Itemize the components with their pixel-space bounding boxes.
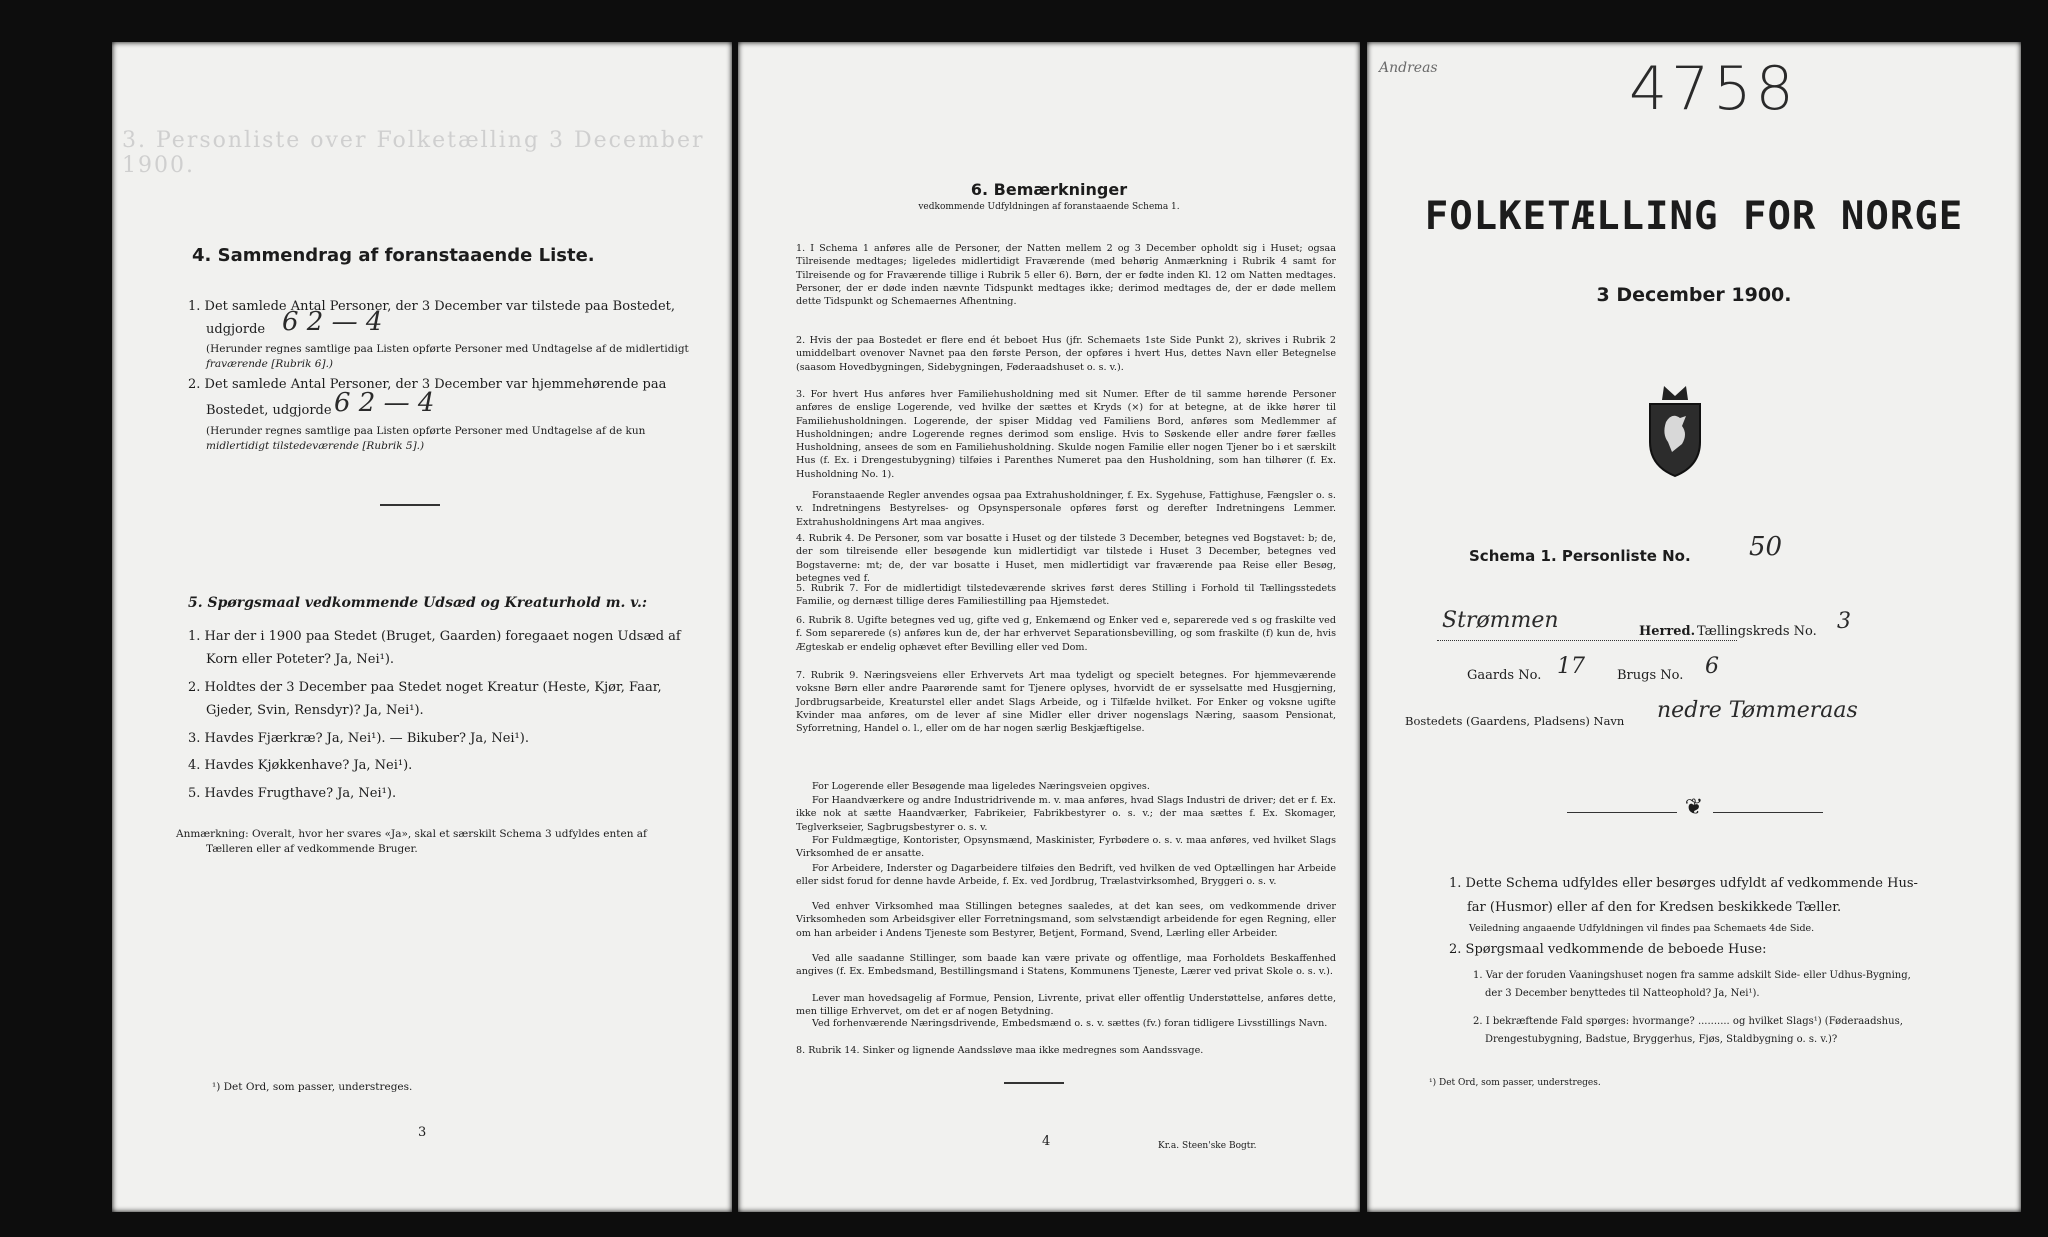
ornament-line-right — [1713, 812, 1823, 813]
bosted-value: nedre Tømmeraas — [1657, 698, 1858, 723]
archive-number: 4758 — [1629, 54, 1798, 124]
note2-q1-line2: der 3 December benyttedes til Natteophold? Ja, Nei¹). — [1485, 988, 1760, 999]
remark-item: 8. Rubrik 14. Sinker og lignende Aandssløve maa ikke medregnes som Aandssvage. — [796, 1045, 1204, 1056]
footnote: ¹) Det Ord, som passer, understreges. — [1429, 1078, 1601, 1088]
remark-item: For Logerende eller Besøgende maa ligeledes Næringsveien opgives. — [812, 781, 1150, 792]
left-page — [112, 42, 732, 1212]
s4-item2-note1: (Herunder regnes samtlige paa Listen opførte Personer med Undtagelse af de kun — [206, 425, 646, 437]
annotation-line2: Tælleren eller af vedkommende Bruger. — [206, 843, 418, 855]
schema-label: Schema 1. Personliste No. — [1469, 547, 1691, 565]
remark-item: Lever man hovedsagelig af Formue, Pension, Livrente, privat eller offentlig Understøttelse, anføres dette, men tillige Erhvervet, om det er af nogen Betydning. — [796, 993, 1336, 1018]
printer-imprint: Kr.a. Steen'ske Bogtr. — [1158, 1141, 1257, 1151]
s4-item2-line1: 2. Det samlede Antal Personer, der 3 December var hjemmehørende paa — [188, 377, 667, 392]
remark-item: 5. Rubrik 7. For de midlertidigt tilstedeværende skrives først deres Stilling i Forhold til Tællingsstedets Familie, og dernæst tillige deres Familiestilling paa Hjemstedet. — [796, 583, 1336, 608]
note2-q2-line1: 2. I bekræftende Fald spørges: hvormange? .......... og hvilket Slags¹) (Føderaadshus, — [1473, 1016, 1903, 1027]
s5-question1-line2: Korn eller Poteter? Ja, Nei¹). — [206, 652, 395, 667]
remark-item: For Fuldmægtige, Kontorister, Opsynsmænd, Maskinister, Fyrbødere o. s. v. maa anføres, ved hvilket Slags Virksomhed de er ansatte. — [796, 835, 1336, 860]
s5-question4: 4. Havdes Kjøkkenhave? Ja, Nei¹). — [188, 758, 413, 773]
s5-question3: 3. Havdes Fjærkræ? Ja, Nei¹). — Bikuber? Ja, Nei¹). — [188, 731, 529, 746]
note2-title: 2. Spørgsmaal vedkommende de beboede Huse: — [1449, 942, 1767, 957]
herred-label: Herred. — [1639, 624, 1696, 639]
remark-item: 6. Rubrik 8. Ugifte betegnes ved ug, gifte ved g, Enkemænd og Enker ved e, separerede ved s og fraskilte ved f. Som separerede (s) anføres kun de, der har erhvervet Separationsbevilling, og som fraskilte (f) kun de, hvis Ægteskab er endelig ophævet efter Bevilling eller ved Dom. — [796, 615, 1336, 653]
divider — [1004, 1082, 1064, 1084]
note1-guidance: Veiledning angaaende Udfyldningen vil findes paa Schemaets 4de Side. — [1469, 923, 1815, 934]
herred-value: Strømmen — [1442, 608, 1559, 633]
ornament-divider: ❦ — [1684, 795, 1704, 820]
annotation-line1: Anmærkning: Overalt, hvor her svares «Ja», skal et særskilt Schema 3 udfyldes enten af — [176, 828, 647, 840]
s4-item1-line1: 1. Det samlede Antal Personer, der 3 December var tilstede paa Bostedet, — [188, 299, 676, 314]
remark-item: For Haandværkere og andre Industridrivende m. v. maa anføres, hvad Slags Industri de driver; det er f. Ex. ikke nok at sætte Haandværker, Fabrikeier, Fabrikbestyrer o. s. v.; der maa sættes f. Ex. Skomager, Teglverkseier, Sagbrugsbestyrer o. s. v. — [796, 795, 1336, 833]
s4-item2-note2: midlertidigt tilstedeværende [Rubrik 5].) — [206, 440, 425, 452]
ornament-line-left — [1567, 812, 1677, 813]
norwegian-coat-of-arms-icon — [1642, 382, 1708, 478]
s4-item1-handwriting: 6 2 — 4 — [282, 307, 383, 337]
remarks-subtitle: vedkommende Udfyldningen af foranstaaende Schema 1. — [918, 202, 1180, 212]
middle-page — [738, 42, 1360, 1212]
remark-item: Ved alle saadanne Stillinger, som baade kan være private og offentlige, maa Forholdets Beskaffenhed angives (f. Ex. Embedsmand, Bestillingsmand i Statens, Kommunens Tjeneste, Lærer ved privat Skole o. s. v.). — [796, 953, 1336, 978]
bosted-label: Bostedets (Gaardens, Pladsens) Navn — [1405, 714, 1625, 728]
gaards-value: 17 — [1557, 654, 1585, 679]
s4-item2-line2: Bostedet, udgjorde — [206, 403, 332, 418]
section4-title: 4. Sammendrag af foranstaaende Liste. — [192, 245, 595, 266]
page-number: 3 — [418, 1125, 427, 1140]
note2-q1-line1: 1. Var der foruden Vaaningshuset nogen fra samme adskilt Side- eller Udhus-Bygning, — [1473, 970, 1911, 981]
s4-item1-note1: (Herunder regnes samtlige paa Listen opførte Personer med Undtagelse af de midlertidigt — [206, 343, 689, 355]
remark-item: Ved forhenværende Næringsdrivende, Embedsmænd o. s. v. sættes (fv.) foran tidligere Livsstillings Navn. — [812, 1018, 1328, 1029]
s5-question1-line1: 1. Har der i 1900 paa Stedet (Bruget, Gaarden) foregaaet nogen Udsæd af — [188, 629, 681, 644]
s4-item1-line2: udgjorde — [206, 322, 266, 337]
krets-label: Tællingskreds No. — [1697, 624, 1817, 639]
remark-item: 3. For hvert Hus anføres hver Familiehusholdning med sit Numer. Efter de til samme hørende Personer anføres de enslige Logerende, ved hvilke der sættes et Kryds (×) for at betegne, at de ikke hører til Familiehusholdningen. Logerende, der spiser Middag ved Familiens Bord, anføres som Medlemmer af Husholdningen; andre Logerende regnes derimod som enslige. Hvis to Søskende eller andre fører fælles Husholdning, ansees de som en Familiehusholdning. Skulde nogen Familie eller nogen Tjener bo i et særskilt Hus (f. Ex. i Drengestubygning) tilføies i Parenthes Numeret paa den Husholdning, som han tilhører (f. Ex. Husholdning No. 1). — [796, 389, 1336, 480]
s5-question5: 5. Havdes Frugthave? Ja, Nei¹). — [188, 786, 397, 801]
page-number: 4 — [1042, 1134, 1051, 1149]
remarks-title: 6. Bemærkninger — [970, 180, 1128, 199]
corner-note: Andreas — [1379, 60, 1438, 76]
krets-value: 3 — [1837, 609, 1851, 634]
remark-item: 1. I Schema 1 anføres alle de Personer, der Natten mellem 2 og 3 December opholdt sig i Huset; ogsaa Tilreisende medtages; ligeledes midlertidigt Fraværende (med behørig Anmærkning i Rubrik 4 samt for Tilreisende og for Fraværende tillige i Rubrik 5 eller 6). Børn, der er fødte inden Kl. 12 om Natten medtages. Personer, der er døde inden nævnte Tidspunkt medtages ikke; derimod medtages de, der er døde mellem dette Tidspunkt og Schemaernes Afhentning. — [796, 243, 1336, 308]
s5-question2-line1: 2. Holdtes der 3 December paa Stedet noget Kreatur (Heste, Kjør, Faar, — [188, 680, 662, 695]
divider — [380, 504, 440, 506]
note1-line1: 1. Dette Schema udfyldes eller besørges udfyldt af vedkommende Hus- — [1449, 876, 1918, 891]
note2-q2-line2: Drengestubygning, Badstue, Bryggerhus, Fjøs, Staldbygning o. s. v.)? — [1485, 1034, 1838, 1045]
remark-item: For Arbeidere, Inderster og Dagarbeidere tilføies den Bedrift, ved hvilken de ved Optællingen har Arbeide eller sidst forud for denne havde Arbeide, f. Ex. ved Jordbrug, Trælastvirksomhed, Bryggeri o. s. v. — [796, 863, 1336, 888]
brugs-value: 6 — [1705, 654, 1719, 679]
remark-item: 4. Rubrik 4. De Personer, som var bosatte i Huset og der tilstede 3 December, betegnes ved Bogstavet: b; de, der som tilreisende eller besøgende kun midlertidigt var tilstede i Huset 3 December, betegnes ved Bogstaverne: mt; de, der var bosatte i Huset, men midlertidigt var fraværende paa Reise eller Besøg, betegnes ved f. — [796, 533, 1336, 584]
ghost-header: 3. Personliste over Folketælling 3 December 1900. — [122, 128, 705, 178]
remark-item: 7. Rubrik 9. Næringsveiens eller Erhvervets Art maa tydeligt og specielt betegnes. For hjemmeværende voksne Børn eller andre Paarørende samt for Tjenere oplyses, hvorvidt de er sysselsatte med Husgjerning, Jordbrugsarbeide, Kreaturstel eller andet Slags Arbeide, og i Tilfælde hvilket. For Enker og voksne ugifte Kvinder maa anføres, om de lever af sine Midler eller driver nogenslags Næring, saasom Pensionat, Syforretning, Handel o. l., eller om de har nogen særlig Beskjæftigelse. — [796, 670, 1336, 735]
remark-item: Foranstaaende Regler anvendes ogsaa paa Extrahusholdninger, f. Ex. Sygehuse, Fattighuse, Fængsler o. s. v. Indretningens Bestyrelses- og Opsynspersonale opføres først og derefter Indretningens Lemmer. Extrahusholdningens Art maa angives. — [796, 490, 1336, 528]
form-title: FOLKETÆLLING FOR NORGE — [1424, 194, 1964, 239]
brugs-label: Brugs No. — [1617, 668, 1684, 683]
gaards-label: Gaards No. — [1467, 668, 1542, 683]
footnote: ¹) Det Ord, som passer, understreges. — [212, 1081, 413, 1093]
note1-line2: far (Husmor) eller af den for Kredsen beskikkede Tæller. — [1467, 900, 1842, 915]
right-page — [1367, 42, 2021, 1212]
s5-question2-line2: Gjeder, Svin, Rensdyr)? Ja, Nei¹). — [206, 703, 424, 718]
census-date: 3 December 1900. — [1596, 284, 1792, 306]
remark-item: Ved enhver Virksomhed maa Stillingen betegnes saaledes, at det kan sees, om vedkommende driver Virksomheden som Arbeidsgiver eller Forretningsmand, som selvstændigt arbeidende for egen Regning, eller om han arbeider i Andens Tjeneste som Bestyrer, Betjent, Formand, Svend, Lærling eller Arbeider. — [796, 901, 1336, 939]
s4-item1-note2: fraværende [Rubrik 6].) — [206, 358, 334, 370]
remark-item: 2. Hvis der paa Bostedet er flere end ét beboet Hus (jfr. Schemaets 1ste Side Punkt 2), skrives i Rubrik 2 umiddelbart ovenover Navnet paa den første Person, der opføres i hvert Hus, dettes Navn eller Betegnelse (saasom Hovedbygningen, Sidebygningen, Føderaadshuset o. s. v.). — [796, 335, 1336, 373]
section5-title: 5. Spørgsmaal vedkommende Udsæd og Kreaturhold m. v.: — [188, 595, 648, 611]
schema-number: 50 — [1749, 532, 1783, 562]
s4-item2-handwriting: 6 2 — 4 — [334, 388, 435, 418]
